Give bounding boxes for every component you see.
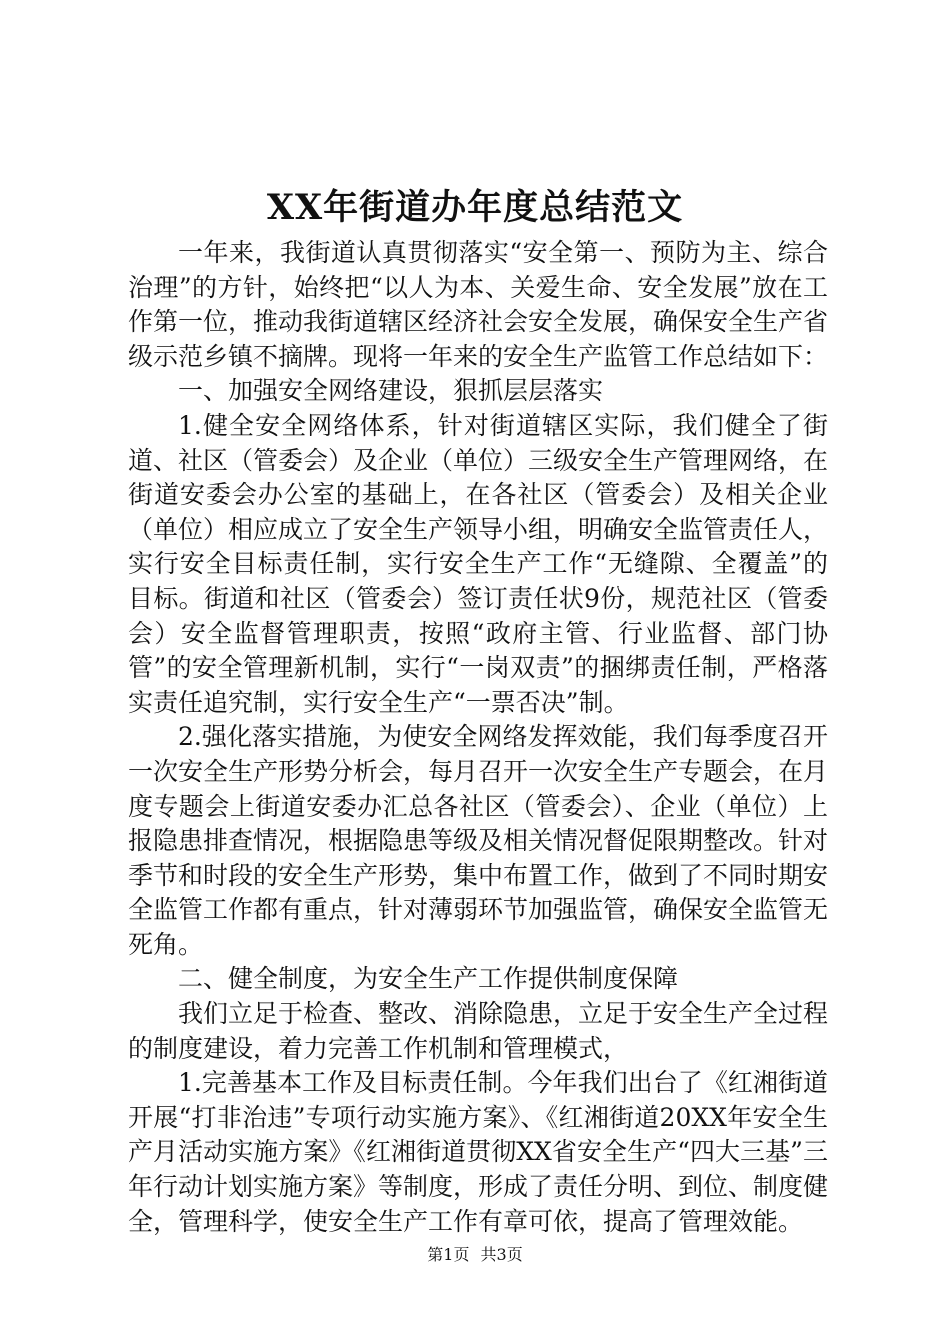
document-title: XX年街道办年度总结范文: [266, 187, 684, 228]
page-number: 第1页: [427, 1245, 470, 1264]
section-heading-2: 二、健全制度，为安全生产工作提供制度保障: [178, 964, 679, 994]
paragraph-2-intro: 我们立足于检查、整改、消除隐患，立足于安全生产全过程的制度建设，着力完善工作机制和管理模式，: [128, 999, 829, 1063]
section-heading-1: 一、加强安全网络建设，狠抓层层落实: [178, 376, 604, 406]
page-footer: [0, 1244, 950, 1266]
paragraph-1-1: 1.健全安全网络体系，针对街道辖区实际，我们健全了街道、社区（管委会）及企业（单位）三级安全生产管理网络，在街道安委会办公室的基础上，在各社区（管委会）及相关企业（单位）相应成立了安全生产领导小组，明确安全监管责任人，实行安全目标责任制，实行安全生产工作“无缝隙、全覆盖”的目标。街道和社区（管委会）签订责任状9份，规范社区（管委会）安全监督管理职责，按照“政府主管、行业监督、部门协管”的安全管理新机制，实行“一岗双责”的捆绑责任制，严格落实责任追究制，实行安全生产“一票否决”制。: [128, 410, 829, 717]
paragraph-1-2: 2.强化落实措施，为使安全网络发挥效能，我们每季度召开一次安全生产形势分析会，每月召开一次安全生产专题会，在月度专题会上街道安委办汇总各社区（管委会）、企业（单位）上报隐患排查情况，根据隐患等级及相关情况督促限期整改。针对季节和时段的安全生产形势，集中布置工作，做到了不同时期安全监管工作都有重点，针对薄弱环节加强监管，确保安全监管无死角。: [128, 722, 829, 959]
paragraph-2-1: 1.完善基本工作及目标责任制。今年我们出台了《红湘街道开展“打非治违”专项行动实施方案》、《红湘街道20XX年安全生产月活动实施方案》《红湘街道贯彻XX省安全生产“四大三基”三年行动计划实施方案》等制度，形成了责任分明、到位、制度健全，管理科学，使安全生产工作有章可依，提高了管理效能。: [128, 1068, 829, 1236]
paragraph-intro: 一年来，我街道认真贯彻落实“安全第一、预防为主、综合治理”的方针，始终把“以人为本、关爱生命、安全发展”放在工作第一位，推动我街道辖区经济社会安全发展，确保安全生产省级示范乡镇不摘牌。现将一年来的安全生产监管工作总结如下：: [128, 238, 829, 371]
document-body: [128, 236, 828, 1239]
page-total: 共3页: [480, 1245, 523, 1264]
